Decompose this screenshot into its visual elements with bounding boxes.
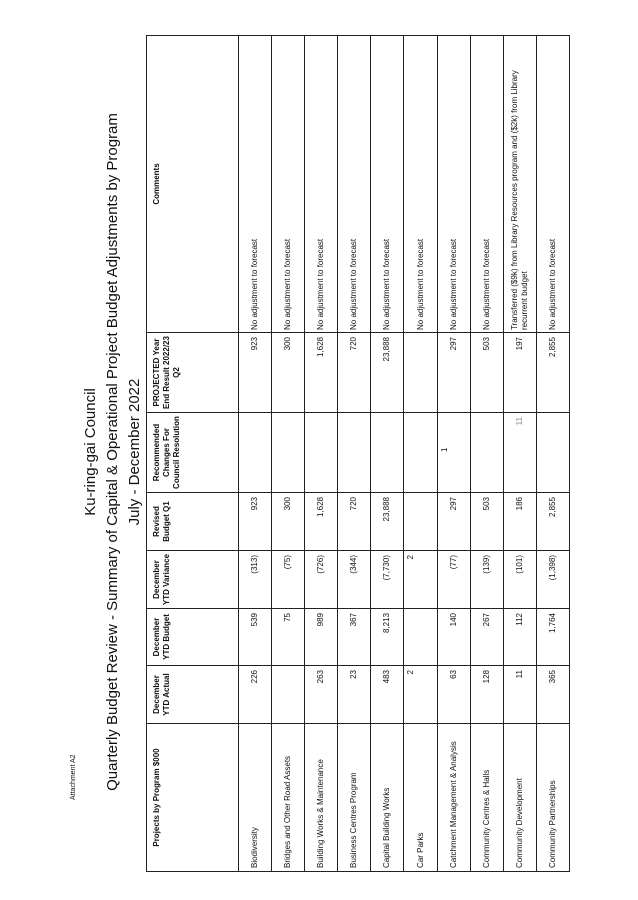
comment-cell: No adjustment to forecast bbox=[239, 36, 272, 333]
table-row bbox=[272, 36, 305, 872]
table-row bbox=[404, 36, 438, 872]
comment-cell: No adjustment to forecast bbox=[438, 36, 471, 333]
table-row bbox=[338, 36, 371, 872]
projected-cell: 197 bbox=[504, 333, 537, 413]
attachment-label: Attachment A2 bbox=[70, 754, 77, 800]
variance-cell: (344) bbox=[338, 551, 371, 609]
table-row bbox=[537, 36, 570, 872]
revised-cell: 2,855 bbox=[537, 493, 570, 551]
revised-cell: 923 bbox=[239, 493, 272, 551]
revised-cell: 1,628 bbox=[305, 493, 338, 551]
table-row bbox=[504, 36, 537, 872]
program-cell: Capital Building Works bbox=[371, 724, 404, 872]
revised-cell: 503 bbox=[471, 493, 504, 551]
recommended-cell bbox=[305, 413, 338, 493]
variance-cell: (313) bbox=[239, 551, 272, 609]
projected-cell: 297 bbox=[438, 333, 471, 413]
revised-cell bbox=[404, 493, 438, 551]
program-cell: Bridges and Other Road Assets bbox=[272, 724, 305, 872]
variance-cell: (139) bbox=[471, 551, 504, 609]
comment-cell: No adjustment to forecast bbox=[471, 36, 504, 333]
program-cell: Community Development bbox=[504, 724, 537, 872]
variance-cell: 2 bbox=[404, 551, 438, 609]
report-title bbox=[80, 32, 146, 872]
comment-cell: No adjustment to forecast bbox=[338, 36, 371, 333]
actual-cell bbox=[272, 666, 305, 724]
recommended-cell: 11 bbox=[504, 413, 537, 493]
council-name: Ku-ring-gai Council bbox=[82, 388, 99, 516]
projected-cell: 503 bbox=[471, 333, 504, 413]
actual-cell: 128 bbox=[471, 666, 504, 724]
budget-cell bbox=[404, 609, 438, 666]
program-cell: Community Centres & Halls bbox=[471, 724, 504, 872]
comment-cell: No adjustment to forecast bbox=[371, 36, 404, 333]
actual-cell: 2 bbox=[404, 666, 438, 724]
variance-cell: (101) bbox=[504, 551, 537, 609]
table-row bbox=[438, 36, 471, 872]
comment-cell: No adjustment to forecast bbox=[305, 36, 338, 333]
actual-cell: 11 bbox=[504, 666, 537, 724]
col-header-projected: PROJECTED Year End Result 2022/23 Q2 bbox=[147, 333, 239, 413]
projected-cell: 23,888 bbox=[371, 333, 404, 413]
projected-cell: 1,628 bbox=[305, 333, 338, 413]
landscape-page bbox=[80, 32, 560, 872]
recommended-cell bbox=[471, 413, 504, 493]
table-row bbox=[239, 36, 272, 872]
page-number: 1 bbox=[440, 447, 449, 452]
variance-cell: (77) bbox=[438, 551, 471, 609]
comment-cell: No adjustment to forecast bbox=[272, 36, 305, 333]
col-header-revised-budget: Revised Budget Q1 bbox=[147, 493, 239, 551]
col-header-program: Projects by Program $000 bbox=[147, 724, 239, 872]
recommended-cell bbox=[239, 413, 272, 493]
program-cell: Building Works & Maintenance bbox=[305, 724, 338, 872]
revised-cell: 720 bbox=[338, 493, 371, 551]
revised-cell: 23,888 bbox=[371, 493, 404, 551]
program-cell: Biodiversity bbox=[239, 724, 272, 872]
actual-cell: 63 bbox=[438, 666, 471, 724]
budget-cell: 1,764 bbox=[537, 609, 570, 666]
report-period: July - December 2022 bbox=[126, 378, 143, 526]
variance-cell: (75) bbox=[272, 551, 305, 609]
program-cell: Catchment Management & Analysis bbox=[438, 724, 471, 872]
program-cell: Community Partnerships bbox=[537, 724, 570, 872]
col-header-comments: Comments bbox=[147, 36, 239, 333]
actual-cell: 263 bbox=[305, 666, 338, 724]
recommended-cell bbox=[537, 413, 570, 493]
budget-table bbox=[146, 35, 570, 872]
projected-cell: 300 bbox=[272, 333, 305, 413]
projected-cell: 923 bbox=[239, 333, 272, 413]
budget-cell: 539 bbox=[239, 609, 272, 666]
table-row bbox=[371, 36, 404, 872]
revised-cell: 300 bbox=[272, 493, 305, 551]
table-row bbox=[305, 36, 338, 872]
col-header-ytd-budget: December YTD Budget bbox=[147, 609, 239, 666]
variance-cell: (726) bbox=[305, 551, 338, 609]
actual-cell: 226 bbox=[239, 666, 272, 724]
projected-cell: 720 bbox=[338, 333, 371, 413]
comment-cell: No adjustment to forecast bbox=[404, 36, 438, 333]
revised-cell: 297 bbox=[438, 493, 471, 551]
table-row bbox=[471, 36, 504, 872]
table-header-row bbox=[147, 36, 239, 872]
recommended-cell bbox=[404, 413, 438, 493]
program-cell: Car Parks bbox=[404, 724, 438, 872]
budget-cell: 112 bbox=[504, 609, 537, 666]
budget-cell: 75 bbox=[272, 609, 305, 666]
variance-cell: (7,730) bbox=[371, 551, 404, 609]
program-cell: Business Centres Program bbox=[338, 724, 371, 872]
budget-cell: 989 bbox=[305, 609, 338, 666]
recommended-cell bbox=[272, 413, 305, 493]
variance-cell: (1,398) bbox=[537, 551, 570, 609]
comment-cell: Transferred ($9k) from Library Resources program and ($2k) from Library recurrent budget bbox=[504, 36, 537, 333]
recommended-cell bbox=[438, 413, 471, 493]
report-heading: Quarterly Budget Review - Summary of Capital & Operational Project Budget Adjustments by Program bbox=[104, 113, 121, 791]
col-header-recommended: Recommended Changes For Council Resolution bbox=[147, 413, 239, 493]
actual-cell: 23 bbox=[338, 666, 371, 724]
actual-cell: 483 bbox=[371, 666, 404, 724]
col-header-ytd-variance: December YTD Variance bbox=[147, 551, 239, 609]
projected-cell bbox=[404, 333, 438, 413]
actual-cell: 365 bbox=[537, 666, 570, 724]
col-header-ytd-actual: December YTD Actual bbox=[147, 666, 239, 724]
projected-cell: 2,855 bbox=[537, 333, 570, 413]
comment-cell: No adjustment to forecast bbox=[537, 36, 570, 333]
budget-cell: 267 bbox=[471, 609, 504, 666]
budget-cell: 367 bbox=[338, 609, 371, 666]
budget-cell: 8,213 bbox=[371, 609, 404, 666]
revised-cell: 186 bbox=[504, 493, 537, 551]
recommended-cell bbox=[338, 413, 371, 493]
budget-cell: 140 bbox=[438, 609, 471, 666]
recommended-cell bbox=[371, 413, 404, 493]
